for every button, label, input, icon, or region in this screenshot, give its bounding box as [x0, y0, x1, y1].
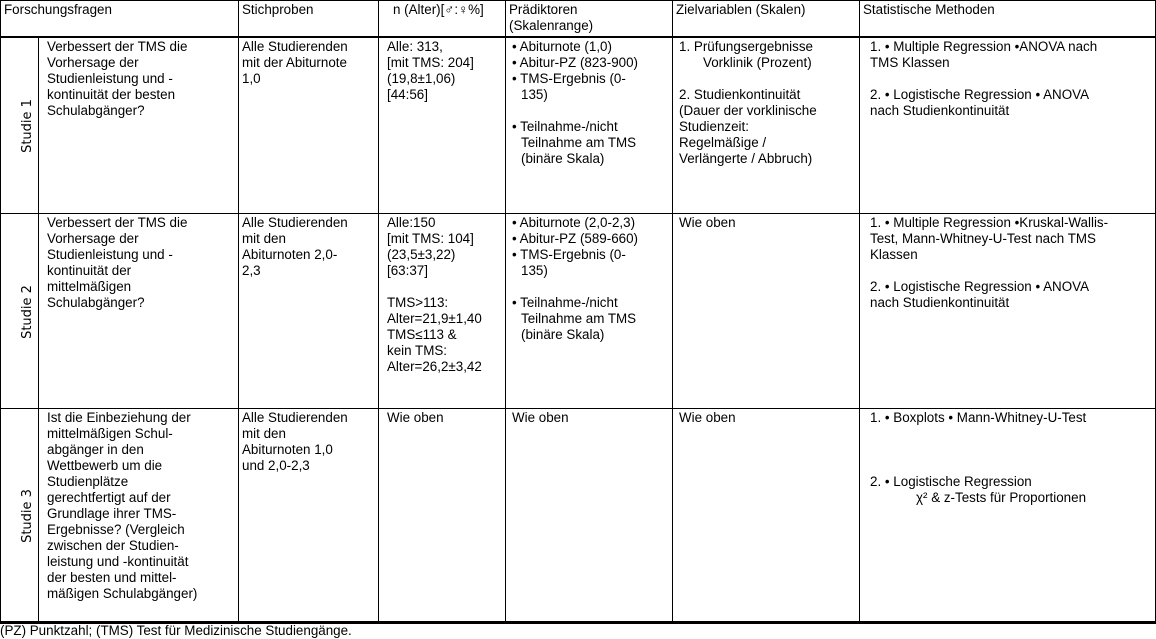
row-label-studie-3: Studie 3 — [1, 409, 39, 623]
row-label-studie-2: Studie 2 — [1, 214, 39, 409]
cell-praediktoren: • Abiturnote (2,0-2,3) • Abitur-PZ (589-660) • TMS-Ergebnis (0- 135) • Teilnahme-/nicht Teilnahme am TMS (binäre Skala) — [506, 214, 673, 409]
cell-n-alter: Wie oben — [379, 409, 506, 623]
cell-methoden: 1. • Multiple Regression •Kruskal-Wallis- Test, Mann-Whitney-U-Test nach TMS Klassen 2. • Logistische Regression • ANOVA nach Studienkontinuität — [860, 214, 1156, 409]
header-zielvariablen: Zielvariablen (Skalen) — [673, 1, 860, 37]
header-praediktoren: Prädiktoren (Skalenrange) — [506, 1, 673, 37]
table-footnote: (PZ) Punktzahl; (TMS) Test für Medizinische Studiengänge. — [0, 623, 352, 638]
header-forschungsfragen: Forschungsfragen — [1, 1, 239, 37]
cell-zielvariablen: Wie oben — [673, 214, 860, 409]
cell-forschungsfrage: Verbessert der TMS die Vorhersage der Studienleistung und - kontinuität der besten Schulabgänger? — [39, 37, 239, 214]
cell-n-alter: Alle: 313, [mit TMS: 204] (19,8±1,06) [44:56] — [379, 37, 506, 214]
cell-stichprobe: Alle Studierenden mit den Abiturnoten 1,0 und 2,0-2,3 — [239, 409, 379, 623]
cell-zielvariablen: Wie oben — [673, 409, 860, 623]
cell-stichprobe: Alle Studierenden mit den Abiturnoten 2,0- 2,3 — [239, 214, 379, 409]
cell-n-alter: Alle:150 [mit TMS: 104] (23,5±3,22) [63:37] TMS>113: Alter=21,9±1,40 TMS≤113 & kein TMS: Alter=26,2±3,42 — [379, 214, 506, 409]
header-methoden: Statistische Methoden — [860, 1, 1156, 37]
cell-praediktoren: • Abiturnote (1,0) • Abitur-PZ (823-900) • TMS-Ergebnis (0- 135) • Teilnahme-/nicht Teilnahme am TMS (binäre Skala) — [506, 37, 673, 214]
header-stichproben: Stichproben — [239, 1, 379, 37]
row-label-studie-1: Studie 1 — [1, 37, 39, 214]
header-n-alter: n (Alter)[♂:♀%] — [379, 1, 506, 37]
table-row — [1, 37, 1156, 214]
cell-forschungsfrage: Verbessert der TMS die Vorhersage der Studienleistung und - kontinuität der mittelmäßigen Schulabgänger? — [39, 214, 239, 409]
cell-zielvariablen: 1. Prüfungsergebnisse Vorklinik (Prozent) 2. Studienkontinuität (Dauer der vorklinische Studienzeit: Regelmäßige / Verlängerte / Abbruch) — [673, 37, 860, 214]
header-row — [1, 1, 1156, 37]
cell-methoden: 1. • Multiple Regression •ANOVA nach TMS Klassen 2. • Logistische Regression • ANOVA nach Studienkontinuität — [860, 37, 1156, 214]
cell-praediktoren: Wie oben — [506, 409, 673, 623]
cell-forschungsfrage: Ist die Einbeziehung der mittelmäßigen Schul- abgänger in den Wettbewerb um die Studienplätze gerechtfertigt auf der Grundlage ihrer TMS- Ergebnisse? (Vergleich zwischen der Studien- leistung und -kontinuität der besten und mittel- mäßigen Schulabgänger) — [39, 409, 239, 623]
cell-stichprobe: Alle Studierenden mit der Abiturnote 1,0 — [239, 37, 379, 214]
cell-methoden: 1. • Boxplots • Mann-Whitney-U-Test 2. • Logistische Regression χ² & z-Tests für Proportionen — [860, 409, 1156, 623]
table-row — [1, 409, 1156, 623]
table-row — [1, 214, 1156, 409]
